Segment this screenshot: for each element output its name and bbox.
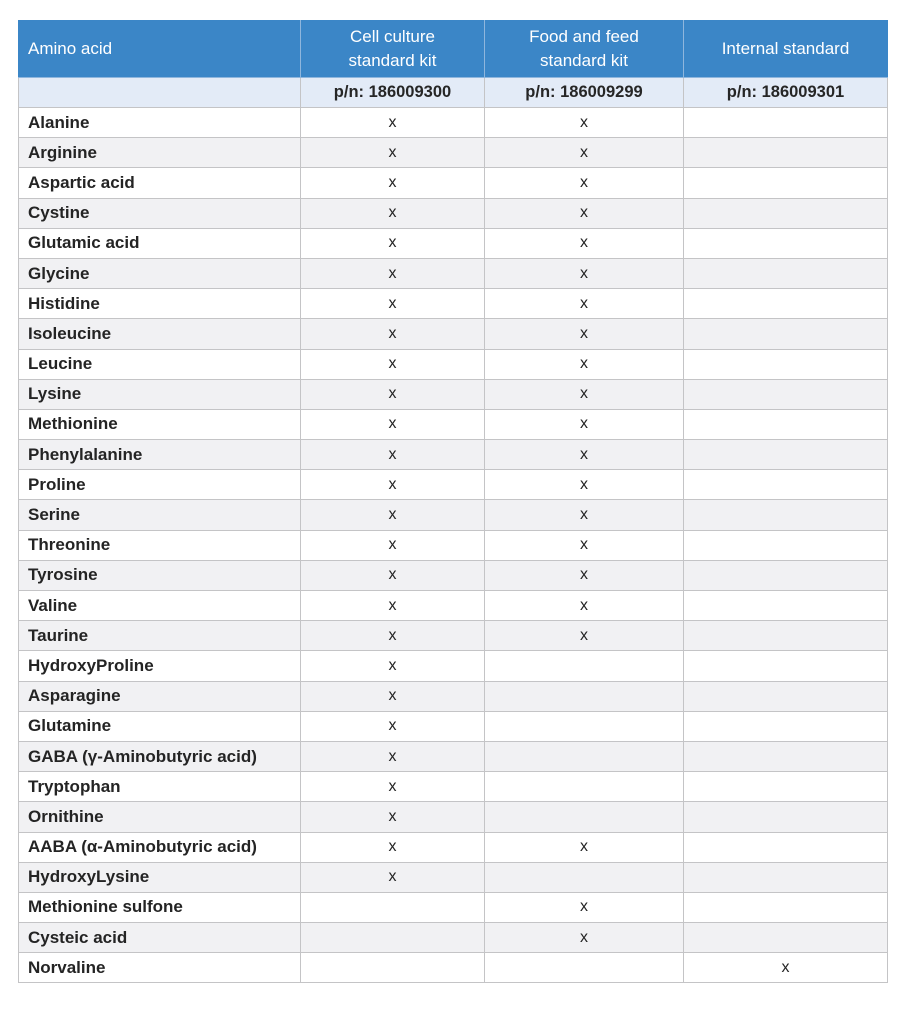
food-feed-mark: x: [485, 923, 684, 953]
food-feed-mark: x: [485, 258, 684, 288]
food-feed-mark: x: [485, 470, 684, 500]
food-feed-mark: [485, 862, 684, 892]
table-row: [19, 560, 888, 590]
table-row: [19, 953, 888, 983]
food-feed-mark: [485, 681, 684, 711]
amino-acid-name: Norvaline: [19, 953, 301, 983]
amino-acid-name: AABA (α-Aminobutyric acid): [19, 832, 301, 862]
amino-acid-name: Tyrosine: [19, 560, 301, 590]
cell-culture-mark: x: [301, 621, 485, 651]
food-feed-mark: x: [485, 319, 684, 349]
internal-standard-mark: [684, 500, 888, 530]
table-row: [19, 258, 888, 288]
amino-acid-name: Glutamine: [19, 711, 301, 741]
amino-acid-name: Glutamic acid: [19, 228, 301, 258]
internal-standard-mark: [684, 560, 888, 590]
amino-acid-name: GABA (γ-Aminobutyric acid): [19, 741, 301, 771]
amino-acid-name: Histidine: [19, 289, 301, 319]
food-feed-mark: [485, 651, 684, 681]
cell-culture-mark: x: [301, 560, 485, 590]
cell-culture-mark: x: [301, 409, 485, 439]
table-row: [19, 923, 888, 953]
header-food-feed-kit: [485, 21, 684, 78]
internal-standard-mark: [684, 651, 888, 681]
amino-acid-name: Taurine: [19, 621, 301, 651]
header-amino-acid: [19, 21, 301, 78]
food-feed-mark: x: [485, 349, 684, 379]
cell-culture-mark: x: [301, 681, 485, 711]
internal-standard-mark: [684, 621, 888, 651]
amino-acid-name: Threonine: [19, 530, 301, 560]
internal-standard-mark: [684, 802, 888, 832]
internal-standard-mark: [684, 832, 888, 862]
amino-acid-name: Aspartic acid: [19, 168, 301, 198]
cell-culture-mark: x: [301, 470, 485, 500]
cell-culture-mark: x: [301, 500, 485, 530]
food-feed-mark: x: [485, 138, 684, 168]
internal-standard-mark: [684, 168, 888, 198]
header-amino-acid-label: Amino acid: [28, 39, 113, 58]
internal-standard-mark: [684, 198, 888, 228]
amino-acid-name: Arginine: [19, 138, 301, 168]
table-row: [19, 319, 888, 349]
food-feed-mark: x: [485, 832, 684, 862]
internal-standard-mark: [684, 892, 888, 922]
internal-standard-mark: [684, 591, 888, 621]
table-row: [19, 470, 888, 500]
amino-acid-name: Tryptophan: [19, 772, 301, 802]
internal-standard-mark: [684, 289, 888, 319]
cell-culture-mark: x: [301, 228, 485, 258]
amino-acid-name: Phenylalanine: [19, 440, 301, 470]
cell-culture-mark: x: [301, 198, 485, 228]
table-body: [19, 108, 888, 983]
table-row: [19, 802, 888, 832]
amino-acid-name: Methionine: [19, 409, 301, 439]
table-row: [19, 651, 888, 681]
food-feed-mark: [485, 741, 684, 771]
food-feed-mark: x: [485, 500, 684, 530]
internal-standard-mark: [684, 923, 888, 953]
cell-culture-mark: x: [301, 530, 485, 560]
amino-acid-name: Glycine: [19, 258, 301, 288]
food-feed-mark: x: [485, 892, 684, 922]
internal-standard-mark: [684, 530, 888, 560]
food-feed-mark: x: [485, 108, 684, 138]
cell-culture-mark: x: [301, 440, 485, 470]
internal-standard-mark: [684, 258, 888, 288]
cell-culture-mark: x: [301, 711, 485, 741]
table-row: [19, 832, 888, 862]
internal-standard-mark: [684, 379, 888, 409]
table-row: [19, 591, 888, 621]
food-feed-mark: x: [485, 168, 684, 198]
food-feed-mark: x: [485, 560, 684, 590]
internal-standard-mark: [684, 319, 888, 349]
cell-culture-mark: [301, 892, 485, 922]
internal-standard-mark: [684, 409, 888, 439]
food-feed-mark: x: [485, 228, 684, 258]
internal-standard-mark: [684, 711, 888, 741]
header-cell-culture-kit: [301, 21, 485, 78]
cell-culture-mark: x: [301, 862, 485, 892]
table-row: [19, 379, 888, 409]
cell-culture-mark: x: [301, 289, 485, 319]
amino-acid-name: Proline: [19, 470, 301, 500]
table-row: [19, 862, 888, 892]
table-row: [19, 530, 888, 560]
cell-culture-mark: x: [301, 651, 485, 681]
cell-culture-mark: x: [301, 168, 485, 198]
cell-culture-mark: x: [301, 108, 485, 138]
cell-culture-mark: x: [301, 138, 485, 168]
food-feed-mark: [485, 711, 684, 741]
amino-acid-name: Cystine: [19, 198, 301, 228]
cell-culture-mark: x: [301, 349, 485, 379]
amino-acid-name: Alanine: [19, 108, 301, 138]
amino-acid-name: Cysteic acid: [19, 923, 301, 953]
cell-culture-mark: x: [301, 591, 485, 621]
header-internal-standard: [684, 21, 888, 78]
table-row: [19, 228, 888, 258]
table-row: [19, 168, 888, 198]
part-number-blank: [19, 78, 301, 108]
food-feed-mark: x: [485, 409, 684, 439]
food-feed-mark: x: [485, 530, 684, 560]
internal-standard-mark: [684, 741, 888, 771]
cell-culture-mark: [301, 953, 485, 983]
header-line: standard kit: [348, 51, 437, 70]
amino-acid-name: Isoleucine: [19, 319, 301, 349]
cell-culture-mark: x: [301, 379, 485, 409]
food-feed-mark: x: [485, 591, 684, 621]
cell-culture-mark: [301, 923, 485, 953]
table-row: [19, 681, 888, 711]
amino-acid-name: Lysine: [19, 379, 301, 409]
table-row: [19, 892, 888, 922]
header-line: standard kit: [540, 51, 628, 70]
table-row: [19, 108, 888, 138]
cell-culture-mark: x: [301, 319, 485, 349]
table-row: [19, 349, 888, 379]
amino-acid-standards-table: [18, 20, 888, 983]
amino-acid-name: HydroxyProline: [19, 651, 301, 681]
internal-standard-mark: x: [684, 953, 888, 983]
amino-acid-name: Serine: [19, 500, 301, 530]
table-row: [19, 409, 888, 439]
amino-acid-name: Methionine sulfone: [19, 892, 301, 922]
internal-standard-mark: [684, 138, 888, 168]
table-row: [19, 772, 888, 802]
part-number-food-feed: p/n: 186009299: [485, 78, 684, 108]
cell-culture-mark: x: [301, 772, 485, 802]
table-row: [19, 289, 888, 319]
cell-culture-mark: x: [301, 741, 485, 771]
amino-acid-name: Asparagine: [19, 681, 301, 711]
header-row: [19, 21, 888, 78]
internal-standard-mark: [684, 349, 888, 379]
table-row: [19, 621, 888, 651]
part-number-cell-culture: p/n: 186009300: [301, 78, 485, 108]
header-line: Food and feed: [529, 27, 639, 46]
internal-standard-mark: [684, 440, 888, 470]
food-feed-mark: [485, 772, 684, 802]
food-feed-mark: x: [485, 379, 684, 409]
table-row: [19, 198, 888, 228]
food-feed-mark: x: [485, 289, 684, 319]
internal-standard-mark: [684, 228, 888, 258]
cell-culture-mark: x: [301, 258, 485, 288]
header-line: Internal standard: [721, 39, 850, 58]
amino-acid-name: Valine: [19, 591, 301, 621]
food-feed-mark: [485, 802, 684, 832]
table-row: [19, 138, 888, 168]
internal-standard-mark: [684, 862, 888, 892]
food-feed-mark: x: [485, 198, 684, 228]
header-line: Cell culture: [349, 27, 436, 46]
food-feed-mark: x: [485, 440, 684, 470]
amino-acid-name: HydroxyLysine: [19, 862, 301, 892]
amino-acid-name: Ornithine: [19, 802, 301, 832]
table-row: [19, 440, 888, 470]
amino-acid-name: Leucine: [19, 349, 301, 379]
food-feed-mark: x: [485, 621, 684, 651]
internal-standard-mark: [684, 772, 888, 802]
part-number-internal: p/n: 186009301: [684, 78, 888, 108]
internal-standard-mark: [684, 108, 888, 138]
food-feed-mark: [485, 953, 684, 983]
table-row: [19, 500, 888, 530]
table-row: [19, 711, 888, 741]
internal-standard-mark: [684, 470, 888, 500]
internal-standard-mark: [684, 681, 888, 711]
cell-culture-mark: x: [301, 802, 485, 832]
cell-culture-mark: x: [301, 832, 485, 862]
table-row: [19, 741, 888, 771]
part-number-row: [19, 78, 888, 108]
